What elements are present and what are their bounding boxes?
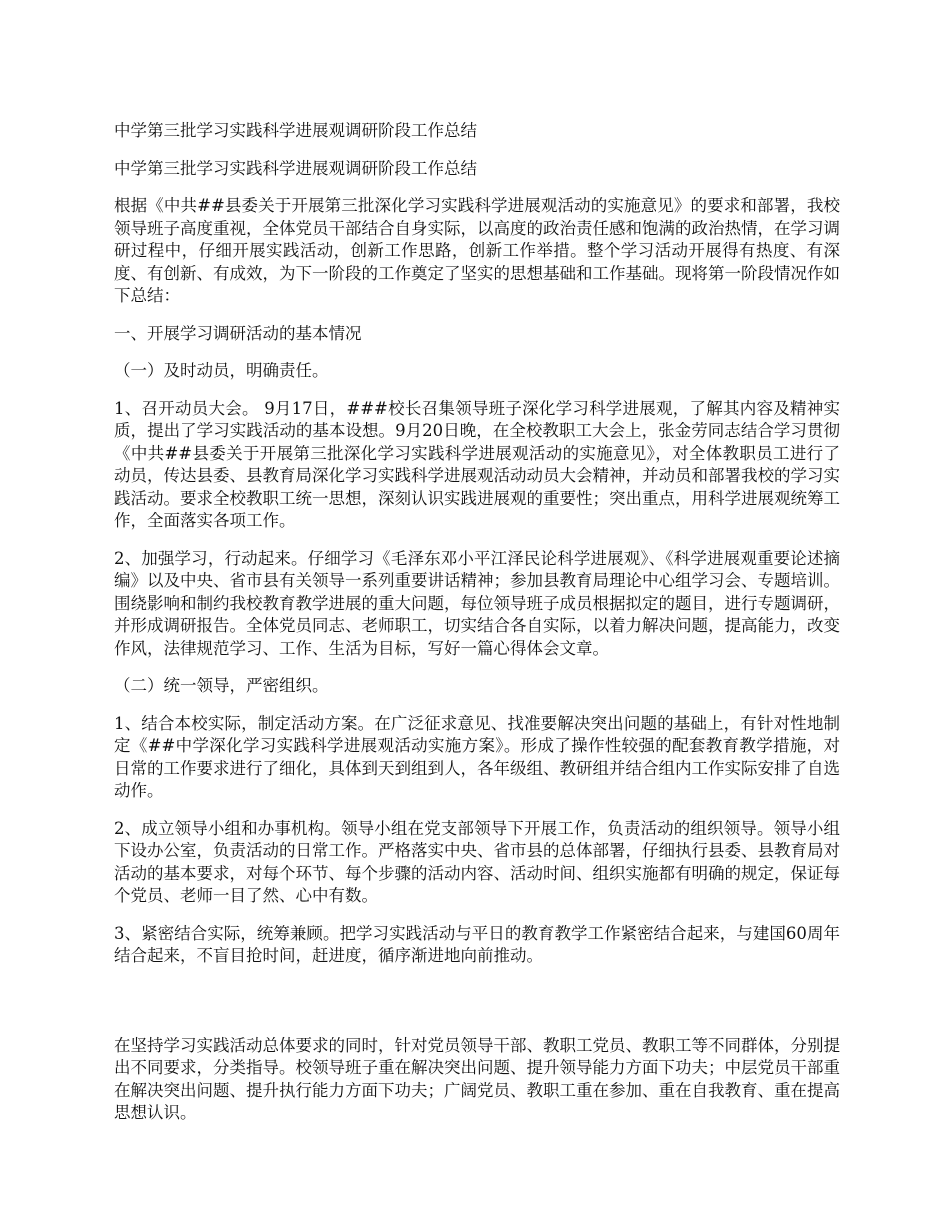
subsection-heading-2: （二）统一领导，严密组织。	[114, 676, 329, 695]
document-title: 中学第三批学习实践科学进展观调研阶段工作总结	[114, 121, 477, 140]
section-heading-1: 一、开展学习调研活动的基本情况	[114, 323, 362, 343]
paragraph-item-1-1: 1、召开动员大会。 9月17日，###校长召集领导班子深化学习科学进展观，了解其内容及精神实质，提出了学习实践活动的基本设想。9月20日晚，在全校教职工大会上，张金劳同志结合学习贯彻《中共##县委关于开展第三批深化学习实践科学进展观活动的实施意见》，对全体教职员工进行了动员，传达县委、县教育局深化学习实践科学进展观活动动员大会精神，并动员和部署我校的学习实践活动。要求全校教职工统一思想，深刻认识实践进展观的重要性；突出重点，用科学进展观统筹工作，全面落实各项工作。	[114, 398, 840, 530]
paragraph-item-1-2: 2、加强学习，行动起来。仔细学习《毛泽东邓小平江泽民论科学进展观》、《科学进展观重要论述摘编》以及中央、省市县有关领导一系列重要讲话精神；参加县教育局理论中心组学习会、专题培训。围绕影响和制约我校教育教学进展的重大问题，每位领导班子成员根据拟定的题目，进行专题调研，并形成调研报告。全体党员同志、老师职工，切实结合各自实际，以着力解决问题，提高能力，改变作风，法律规范学习、工作、生活为目标，写好一篇心得体会文章。	[114, 548, 840, 658]
spacer	[114, 983, 840, 1035]
document-page	[114, 120, 840, 1140]
paragraph-item-2-2: 2、成立领导小组和办事机构。领导小组在党支部领导下开展工作，负责活动的组织领导。领导小组下设办公室，负责活动的日常工作。严格落实中央、省市县的总体部署，仔细执行县委、县教育局对活动的基本要求，对每个环节、每个步骤的活动内容、活动时间、组织实施都有明确的规定，保证每个党员、老师一目了然、心中有数。	[114, 818, 840, 905]
paragraph-intro: 根据《中共##县委关于开展第三批深化学习实践科学进展观活动的实施意见》的要求和部署，我校领导班子高度重视，全体党员干部结合自身实际，以高度的政治责任感和饱满的政治热情，在学习调研过程中，仔细开展实践活动，创新工作思路，创新工作举措。整个学习活动开展得有热度、有深度、有创新、有成效，为下一阶段的工作奠定了坚实的思想基础和工作基础。现将第一阶段情况作如下总结：	[114, 196, 840, 305]
paragraph-item-2-1: 1、结合本校实际，制定活动方案。在广泛征求意见、找准要解决突出问题的基础上，有针对性地制定《##中学深化学习实践科学进展观活动实施方案》。形成了操作性较强的配套教育教学措施，对日常的工作要求进行了细化，具体到天到组到人，各年级组、教研组并结合组内工作实际安排了自选动作。	[114, 713, 840, 800]
subsection-heading-1: （一）及时动员，明确责任。	[114, 361, 329, 380]
paragraph-item-2-3: 3、紧密结合实际，统筹兼顾。把学习实践活动与平日的教育教学工作紧密结合起来，与建国60周年结合起来，不盲目抢时间，赶进度，循序渐进地向前推动。	[114, 923, 840, 965]
paragraph-closing: 在坚持学习实践活动总体要求的同时，针对党员领导干部、教职工党员、教职工等不同群体，分别提出不同要求，分类指导。校领导班子重在解决突出问题、提升领导能力方面下功夫；中层党员干部重在解决突出问题、提升执行能力方面下功夫；广阔党员、教职工重在参加、重在自我教育、重在提高思想认识。	[114, 1035, 840, 1122]
document-subtitle: 中学第三批学习实践科学进展观调研阶段工作总结	[114, 158, 477, 178]
